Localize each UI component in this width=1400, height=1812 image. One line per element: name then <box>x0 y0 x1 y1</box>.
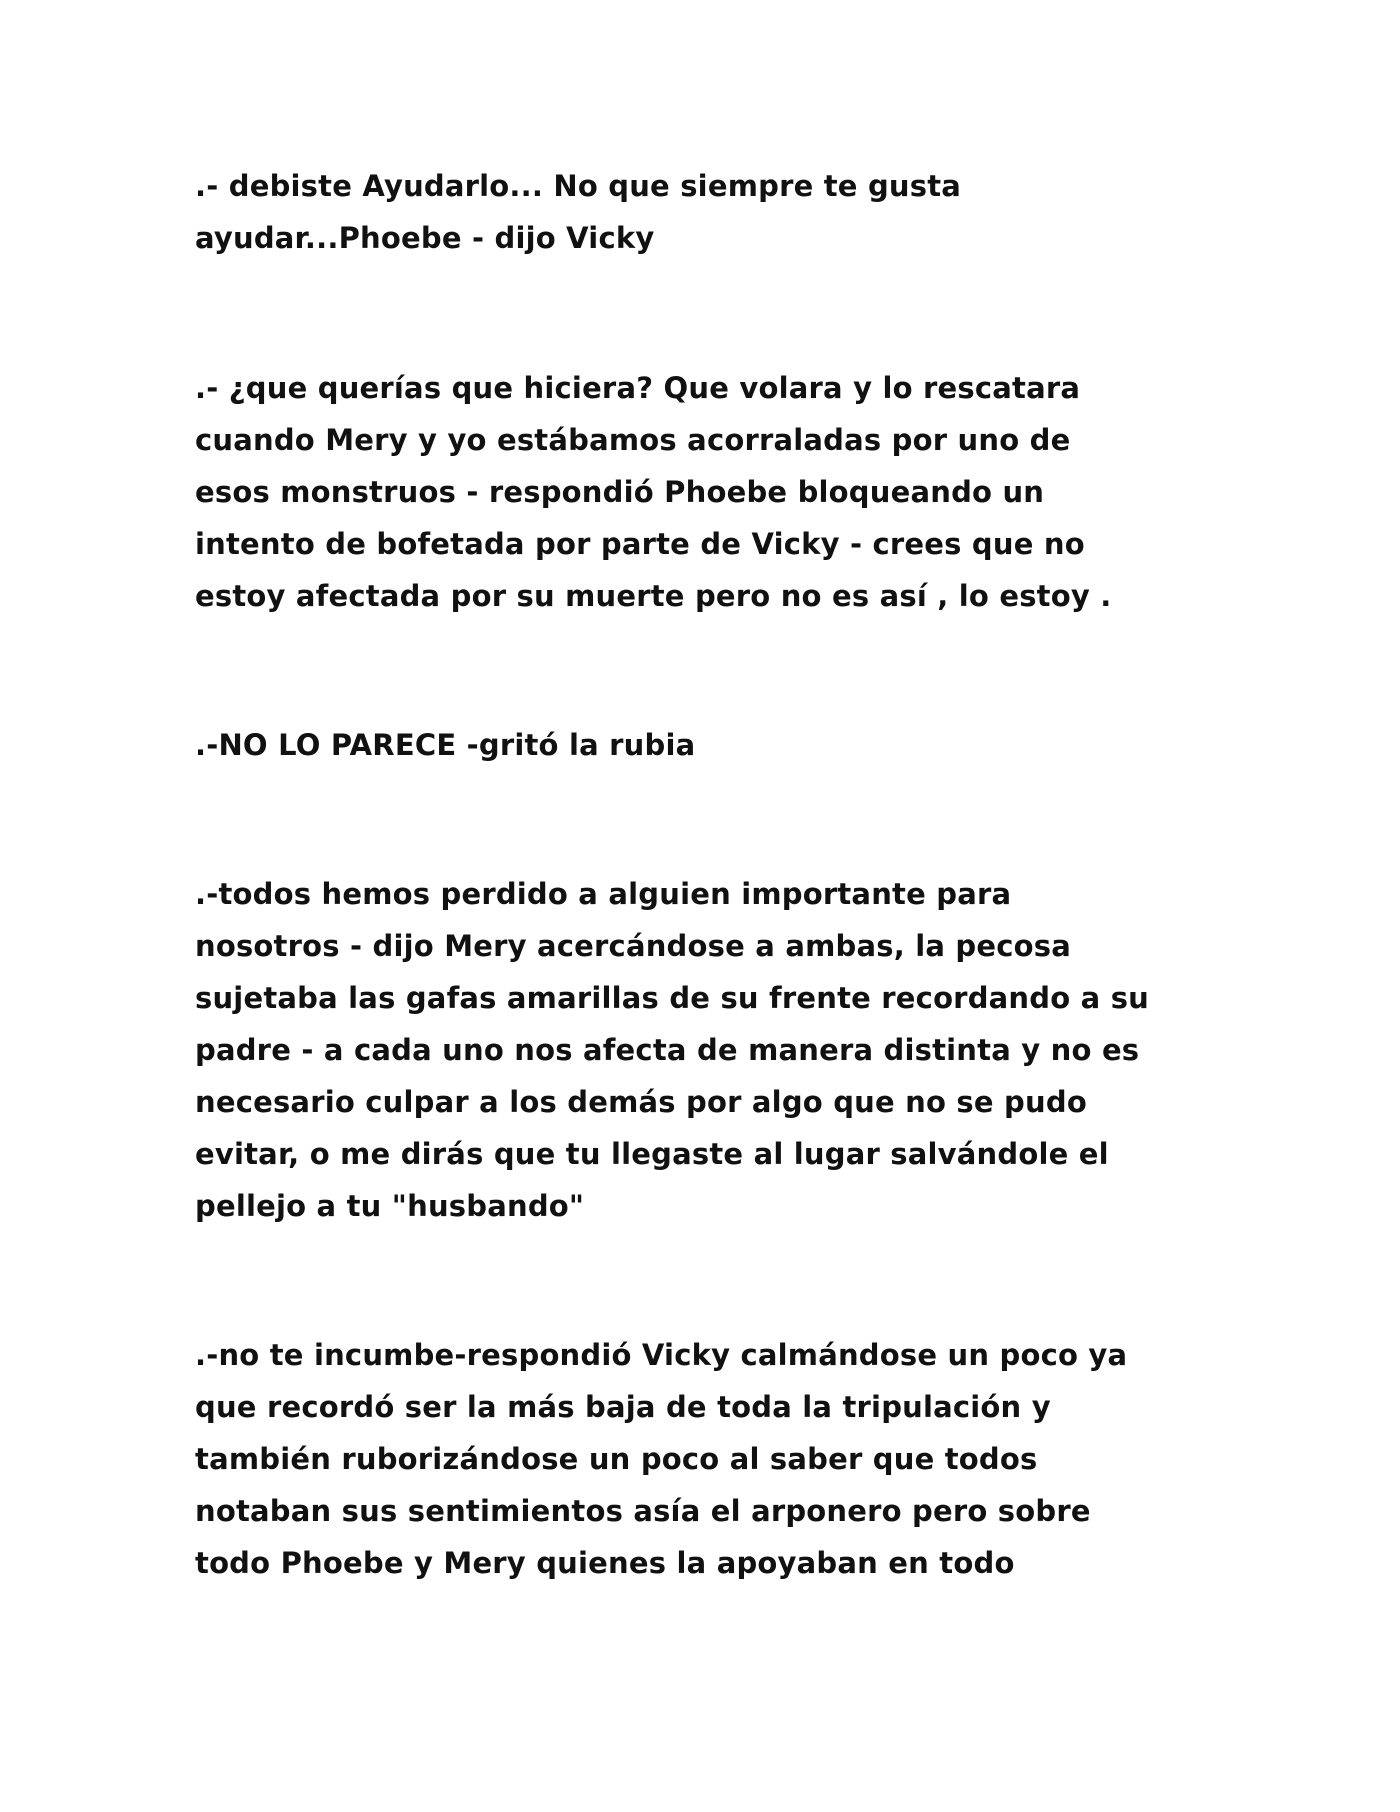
text-line: padre - a cada uno nos afecta de manera distinta y no es <box>195 1033 1140 1067</box>
text-line: esos monstruos - respondió Phoebe bloqueando un <box>195 475 1045 509</box>
text-line: .-no te incumbe-respondió Vicky calmándose un poco ya <box>195 1338 1128 1372</box>
text-line: pellejo a tu "husbando" <box>195 1189 585 1223</box>
text-line: estoy afectada por su muerte pero no es así , lo estoy . <box>195 579 1112 613</box>
paragraph-4 <box>195 868 1235 1232</box>
paragraph-1 <box>195 160 1235 264</box>
text-line: sujetaba las gafas amarillas de su frente recordando a su <box>195 981 1150 1015</box>
text-line: .-todos hemos perdido a alguien importante para <box>195 877 1012 911</box>
text-line: ayudar...Phoebe - dijo Vicky <box>195 221 655 255</box>
text-line: notaban sus sentimientos asía el arponero pero sobre <box>195 1494 1091 1528</box>
text-line: .- ¿que querías que hiciera? Que volara y lo rescatara <box>195 371 1081 405</box>
text-line: que recordó ser la más baja de toda la tripulación y <box>195 1390 1051 1424</box>
text-line: .- debiste Ayudarlo... No que siempre te gusta <box>195 169 962 203</box>
text-line: intento de bofetada por parte de Vicky - crees que no <box>195 527 1085 561</box>
text-line: también ruborizándose un poco al saber que todos <box>195 1442 1038 1476</box>
paragraph-5 <box>195 1329 1235 1589</box>
text-line: evitar, o me dirás que tu llegaste al lugar salvándole el <box>195 1137 1109 1171</box>
text-line: necesario culpar a los demás por algo que no se pudo <box>195 1085 1087 1119</box>
text-line: nosotros - dijo Mery acercándose a ambas, la pecosa <box>195 929 1071 963</box>
paragraph-2 <box>195 362 1235 622</box>
text-line: cuando Mery y yo estábamos acorraladas por uno de <box>195 423 1071 457</box>
text-line: .-NO LO PARECE -gritó la rubia <box>195 728 696 762</box>
paragraph-3 <box>195 719 1235 771</box>
text-line: todo Phoebe y Mery quienes la apoyaban en todo <box>195 1546 1015 1580</box>
